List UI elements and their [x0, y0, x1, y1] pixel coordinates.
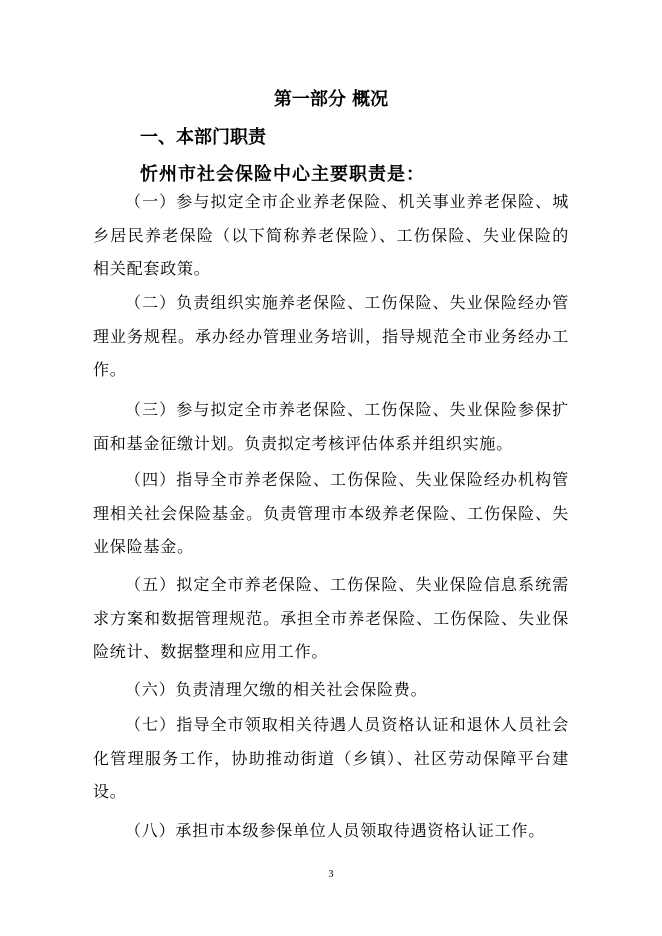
- section-heading: 一、本部门职责: [140, 127, 266, 148]
- page-title: 第一部分 概况: [273, 89, 389, 110]
- paragraph-8: （八）承担市本级参保单位人员领取待遇资格认证工作。: [125, 821, 546, 840]
- paragraph-3: （三）参与拟定全市养老保险、工伤保险、失业保险参保扩面和基金征缴计划。负责拟定考核评估体系并组织实施。: [93, 400, 569, 453]
- paragraph-6: （六）负责清理欠缴的相关社会保险费。: [125, 680, 428, 699]
- paragraph-1: （一）参与拟定全市企业养老保险、机关事业养老保险、城乡居民养老保险（以下简称养老保险）、工伤保险、失业保险的相关配套政策。: [93, 192, 569, 278]
- subheading: 忻州市社会保险中心主要职责是：: [140, 164, 425, 185]
- page-number: 3: [328, 869, 334, 880]
- paragraph-4: （四）指导全市养老保险、工伤保险、失业保险经办机构管理相关社会保险基金。负责管理市本级养老保险、工伤保险、失业保险基金。: [93, 470, 569, 556]
- paragraph-5: （五）拟定全市养老保险、工伤保险、失业保险信息系统需求方案和数据管理规范。承担全市养老保险、工伤保险、失业保险统计、数据整理和应用工作。: [93, 575, 569, 661]
- paragraph-7: （七）指导全市领取相关待遇人员资格认证和退休人员社会化管理服务工作，协助推动街道（乡镇）、社区劳动保障平台建设。: [93, 715, 569, 801]
- paragraph-2: （二）负责组织实施养老保险、工伤保险、失业保险经办管理业务规程。承办经办管理业务培训，指导规范全市业务经办工作。: [93, 293, 569, 379]
